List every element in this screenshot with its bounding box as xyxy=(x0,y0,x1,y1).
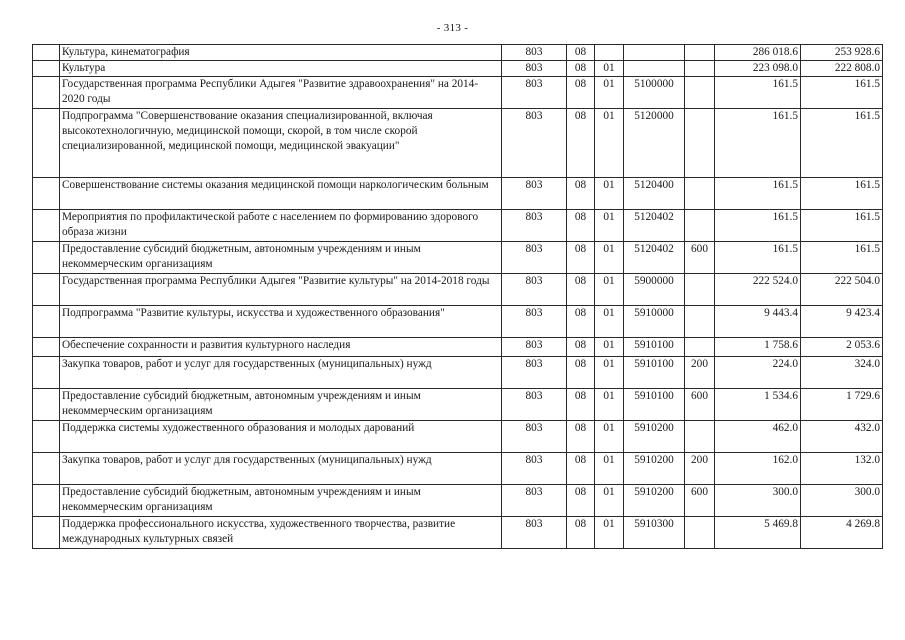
table-row xyxy=(33,306,883,338)
section-code-cell: 08 xyxy=(567,517,595,549)
section-code-cell: 08 xyxy=(567,274,595,306)
subsection-code-cell: 01 xyxy=(595,274,624,306)
subsection-code-cell: 01 xyxy=(595,306,624,338)
table-row xyxy=(33,357,883,389)
grbs-code-cell: 803 xyxy=(502,389,567,421)
page-number: - 313 - xyxy=(436,22,469,34)
row-number-cell xyxy=(33,485,60,517)
grbs-code-cell: 803 xyxy=(502,77,567,109)
table-row xyxy=(33,210,883,242)
section-code-cell: 08 xyxy=(567,357,595,389)
row-number-cell xyxy=(33,242,60,274)
row-number-cell xyxy=(33,45,60,61)
amount-year2-cell: 324.0 xyxy=(801,357,883,389)
grbs-code-cell: 803 xyxy=(502,357,567,389)
amount-year1-cell: 5 469.8 xyxy=(715,517,801,549)
table-row xyxy=(33,485,883,517)
amount-year2-cell: 1 729.6 xyxy=(801,389,883,421)
grbs-code-cell: 803 xyxy=(502,421,567,453)
amount-year2-cell: 253 928.6 xyxy=(801,45,883,61)
target-item-code-cell: 5910200 xyxy=(624,485,685,517)
row-number-cell xyxy=(33,517,60,549)
amount-year1-cell: 161.5 xyxy=(715,109,801,178)
table-row xyxy=(33,421,883,453)
expense-type-code-cell: 200 xyxy=(685,357,715,389)
table-row xyxy=(33,453,883,485)
row-number-cell xyxy=(33,61,60,77)
amount-year1-cell: 286 018.6 xyxy=(715,45,801,61)
row-number-cell xyxy=(33,389,60,421)
section-code-cell: 08 xyxy=(567,109,595,178)
expense-type-code-cell: 600 xyxy=(685,389,715,421)
grbs-code-cell: 803 xyxy=(502,485,567,517)
table-row xyxy=(33,338,883,357)
grbs-code-cell: 803 xyxy=(502,178,567,210)
row-number-cell xyxy=(33,453,60,485)
row-name-cell: Закупка товаров, работ и услуг для государственных (муниципальных) нужд xyxy=(60,357,502,389)
amount-year1-cell: 161.5 xyxy=(715,210,801,242)
grbs-code-cell: 803 xyxy=(502,45,567,61)
subsection-code-cell: 01 xyxy=(595,389,624,421)
amount-year2-cell: 161.5 xyxy=(801,77,883,109)
target-item-code-cell: 5910300 xyxy=(624,517,685,549)
grbs-code-cell: 803 xyxy=(502,61,567,77)
subsection-code-cell: 01 xyxy=(595,421,624,453)
amount-year1-cell: 223 098.0 xyxy=(715,61,801,77)
row-number-cell xyxy=(33,274,60,306)
expense-type-code-cell xyxy=(685,45,715,61)
expense-type-code-cell xyxy=(685,306,715,338)
subsection-code-cell: 01 xyxy=(595,338,624,357)
table-row xyxy=(33,178,883,210)
section-code-cell: 08 xyxy=(567,485,595,517)
row-number-cell xyxy=(33,338,60,357)
amount-year2-cell: 222 504.0 xyxy=(801,274,883,306)
target-item-code-cell: 5910100 xyxy=(624,357,685,389)
subsection-code-cell: 01 xyxy=(595,453,624,485)
target-item-code-cell: 5910100 xyxy=(624,338,685,357)
amount-year1-cell: 161.5 xyxy=(715,242,801,274)
row-name-cell: Государственная программа Республики Адыгея "Развитие здравоохранения" на 2014-2020 годы xyxy=(60,77,502,109)
subsection-code-cell: 01 xyxy=(595,109,624,178)
expense-type-code-cell: 600 xyxy=(685,242,715,274)
expense-type-code-cell xyxy=(685,517,715,549)
row-name-cell: Предоставление субсидий бюджетным, автономным учреждениям и иным некоммерческим организациям xyxy=(60,485,502,517)
target-item-code-cell: 5910000 xyxy=(624,306,685,338)
target-item-code-cell xyxy=(624,61,685,77)
table-row xyxy=(33,77,883,109)
expense-type-code-cell xyxy=(685,338,715,357)
subsection-code-cell: 01 xyxy=(595,178,624,210)
section-code-cell: 08 xyxy=(567,178,595,210)
row-number-cell xyxy=(33,357,60,389)
section-code-cell: 08 xyxy=(567,242,595,274)
amount-year2-cell: 132.0 xyxy=(801,453,883,485)
expense-type-code-cell: 200 xyxy=(685,453,715,485)
row-name-cell: Подпрограмма "Совершенствование оказания специализированной, включая высокотехнологичную, медицинской помощи, скорой, в том числе скорой специализированной, медицинской помощи, медицинской эвакуации" xyxy=(60,109,502,178)
subsection-code-cell: 01 xyxy=(595,77,624,109)
row-number-cell xyxy=(33,421,60,453)
grbs-code-cell: 803 xyxy=(502,338,567,357)
subsection-code-cell: 01 xyxy=(595,242,624,274)
expense-type-code-cell xyxy=(685,210,715,242)
section-code-cell: 08 xyxy=(567,338,595,357)
section-code-cell: 08 xyxy=(567,389,595,421)
row-number-cell xyxy=(33,306,60,338)
amount-year2-cell: 432.0 xyxy=(801,421,883,453)
amount-year1-cell: 9 443.4 xyxy=(715,306,801,338)
amount-year1-cell: 1 758.6 xyxy=(715,338,801,357)
target-item-code-cell: 5120400 xyxy=(624,178,685,210)
target-item-code-cell xyxy=(624,45,685,61)
amount-year2-cell: 161.5 xyxy=(801,242,883,274)
amount-year1-cell: 222 524.0 xyxy=(715,274,801,306)
expense-type-code-cell xyxy=(685,274,715,306)
row-name-cell: Совершенствование системы оказания медицинской помощи наркологическим больным xyxy=(60,178,502,210)
row-name-cell: Государственная программа Республики Адыгея "Развитие культуры" на 2014-2018 годы xyxy=(60,274,502,306)
table-row xyxy=(33,45,883,61)
grbs-code-cell: 803 xyxy=(502,274,567,306)
target-item-code-cell: 5120402 xyxy=(624,210,685,242)
grbs-code-cell: 803 xyxy=(502,453,567,485)
grbs-code-cell: 803 xyxy=(502,109,567,178)
subsection-code-cell: 01 xyxy=(595,61,624,77)
target-item-code-cell: 5910200 xyxy=(624,421,685,453)
target-item-code-cell: 5910200 xyxy=(624,453,685,485)
target-item-code-cell: 5900000 xyxy=(624,274,685,306)
row-number-cell xyxy=(33,210,60,242)
budget-table xyxy=(32,44,883,549)
row-name-cell: Предоставление субсидий бюджетным, автономным учреждениям и иным некоммерческим организациям xyxy=(60,389,502,421)
expense-type-code-cell: 600 xyxy=(685,485,715,517)
amount-year2-cell: 300.0 xyxy=(801,485,883,517)
row-name-cell: Поддержка системы художественного образования и молодых дарований xyxy=(60,421,502,453)
target-item-code-cell: 5910100 xyxy=(624,389,685,421)
section-code-cell: 08 xyxy=(567,61,595,77)
section-code-cell: 08 xyxy=(567,210,595,242)
grbs-code-cell: 803 xyxy=(502,242,567,274)
amount-year2-cell: 161.5 xyxy=(801,210,883,242)
amount-year2-cell: 222 808.0 xyxy=(801,61,883,77)
table-row xyxy=(33,389,883,421)
amount-year1-cell: 161.5 xyxy=(715,178,801,210)
table-row xyxy=(33,109,883,178)
expense-type-code-cell xyxy=(685,421,715,453)
section-code-cell: 08 xyxy=(567,453,595,485)
amount-year1-cell: 1 534.6 xyxy=(715,389,801,421)
subsection-code-cell: 01 xyxy=(595,517,624,549)
row-number-cell xyxy=(33,178,60,210)
amount-year2-cell: 2 053.6 xyxy=(801,338,883,357)
subsection-code-cell: 01 xyxy=(595,357,624,389)
target-item-code-cell: 5120402 xyxy=(624,242,685,274)
amount-year1-cell: 224.0 xyxy=(715,357,801,389)
row-name-cell: Поддержка профессионального искусства, художественного творчества, развитие международных культурных связей xyxy=(60,517,502,549)
expense-type-code-cell xyxy=(685,178,715,210)
row-name-cell: Подпрограмма "Развитие культуры, искусства и художественного образования" xyxy=(60,306,502,338)
row-name-cell: Обеспечение сохранности и развития культурного наследия xyxy=(60,338,502,357)
row-name-cell: Культура xyxy=(60,61,502,77)
amount-year2-cell: 4 269.8 xyxy=(801,517,883,549)
row-name-cell: Мероприятия по профилактической работе с населением по формированию здорового образа жизни xyxy=(60,210,502,242)
row-name-cell: Предоставление субсидий бюджетным, автономным учреждениям и иным некоммерческим организациям xyxy=(60,242,502,274)
expense-type-code-cell xyxy=(685,109,715,178)
section-code-cell: 08 xyxy=(567,421,595,453)
amount-year1-cell: 161.5 xyxy=(715,77,801,109)
amount-year1-cell: 300.0 xyxy=(715,485,801,517)
section-code-cell: 08 xyxy=(567,45,595,61)
amount-year2-cell: 9 423.4 xyxy=(801,306,883,338)
amount-year2-cell: 161.5 xyxy=(801,109,883,178)
table-row xyxy=(33,61,883,77)
row-number-cell xyxy=(33,77,60,109)
subsection-code-cell: 01 xyxy=(595,210,624,242)
subsection-code-cell: 01 xyxy=(595,485,624,517)
expense-type-code-cell xyxy=(685,61,715,77)
table-row xyxy=(33,242,883,274)
table-row xyxy=(33,274,883,306)
row-number-cell xyxy=(33,109,60,178)
table-row xyxy=(33,517,883,549)
grbs-code-cell: 803 xyxy=(502,210,567,242)
target-item-code-cell: 5100000 xyxy=(624,77,685,109)
amount-year1-cell: 462.0 xyxy=(715,421,801,453)
amount-year1-cell: 162.0 xyxy=(715,453,801,485)
expense-type-code-cell xyxy=(685,77,715,109)
amount-year2-cell: 161.5 xyxy=(801,178,883,210)
section-code-cell: 08 xyxy=(567,306,595,338)
row-name-cell: Закупка товаров, работ и услуг для государственных (муниципальных) нужд xyxy=(60,453,502,485)
section-code-cell: 08 xyxy=(567,77,595,109)
target-item-code-cell: 5120000 xyxy=(624,109,685,178)
subsection-code-cell xyxy=(595,45,624,61)
row-name-cell: Культура, кинематография xyxy=(60,45,502,61)
grbs-code-cell: 803 xyxy=(502,306,567,338)
grbs-code-cell: 803 xyxy=(502,517,567,549)
